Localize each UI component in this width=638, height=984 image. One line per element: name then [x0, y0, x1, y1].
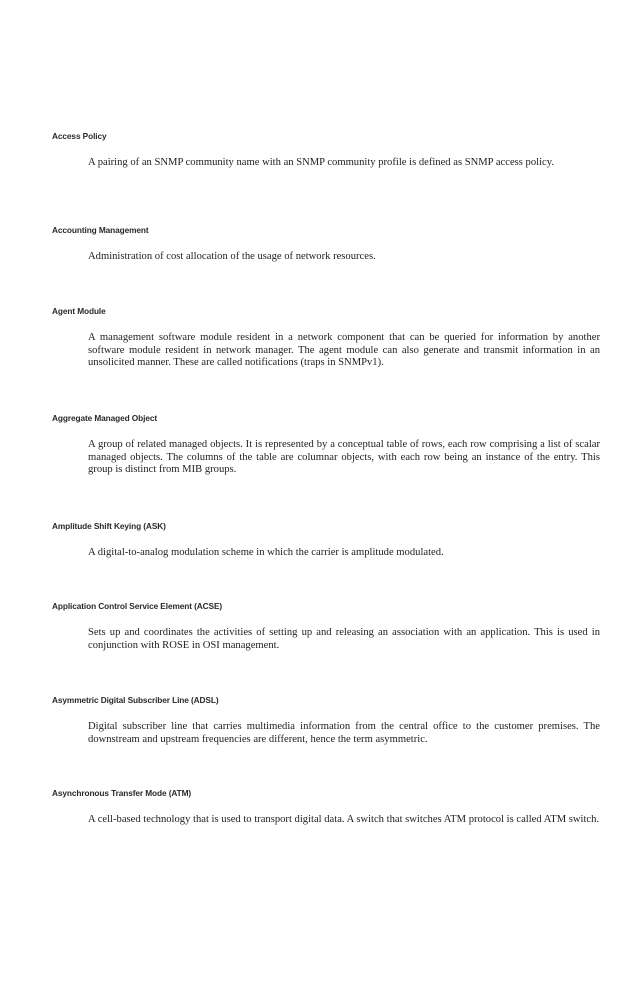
glossary-term: Amplitude Shift Keying (ASK) [52, 521, 166, 531]
glossary-definition: A management software module resident in a network component that can be queried for information by another software module resident in network manager. The agent module can also generate and transmit information in an unsolicited manner. These are called notifications (traps in SNMPv1). [88, 332, 600, 368]
glossary-term: Asynchronous Transfer Mode (ATM) [52, 788, 192, 798]
glossary-definition: A group of related managed objects. It is represented by a conceptual table of rows, each row comprising a list of scalar managed objects. The columns of the table are columnar objects, with each row being an instance of the entry. This group is distinct from MIB groups. [88, 439, 600, 475]
glossary-definition: A digital-to-analog modulation scheme in which the carrier is amplitude modulated. [88, 547, 444, 558]
glossary-definition: A cell-based technology that is used to transport digital data. A switch that switches ATM protocol is called ATM switch. [88, 814, 600, 825]
glossary-term: Application Control Service Element (ACSE) [52, 601, 223, 611]
glossary-definition: Sets up and coordinates the activities of setting up and releasing an association with an application. This is used in conjunction with ROSE in OSI management. [88, 627, 600, 651]
glossary-term: Asymmetric Digital Subscriber Line (ADSL) [52, 695, 219, 705]
glossary-term: Agent Module [52, 306, 106, 316]
glossary-term: Aggregate Managed Object [52, 413, 158, 423]
glossary-definition: A pairing of an SNMP community name with an SNMP community profile is defined as SNMP access policy. [88, 157, 554, 168]
glossary-term: Access Policy [52, 131, 107, 141]
glossary-term: Accounting Management [52, 225, 149, 235]
glossary-definition: Administration of cost allocation of the usage of network resources. [88, 251, 376, 262]
glossary-definition: Digital subscriber line that carries multimedia information from the central office to the customer premises. The downstream and upstream frequencies are different, hence the term asymmetric. [88, 721, 600, 745]
